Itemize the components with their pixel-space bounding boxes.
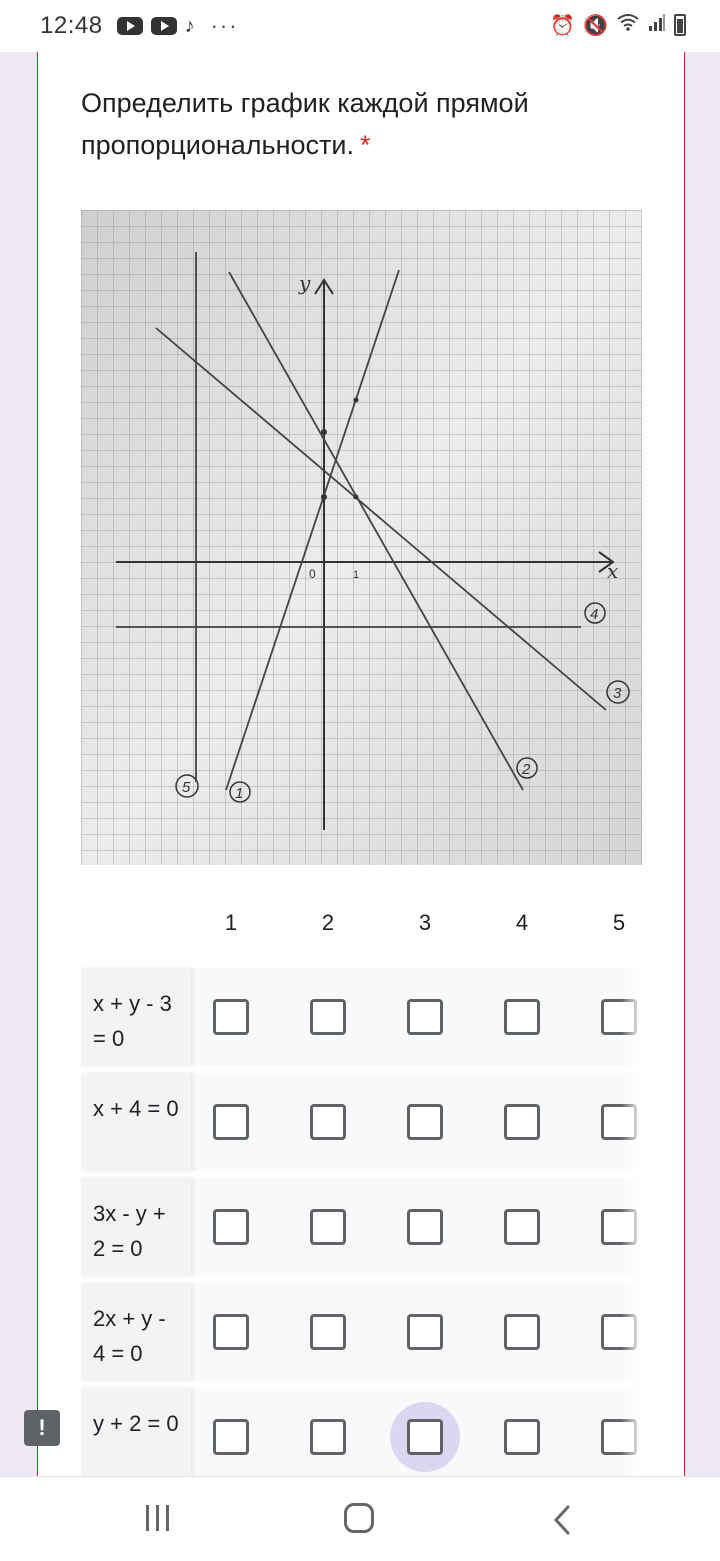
tiktok-icon: ♪: [184, 14, 195, 37]
grid-row-label: 3x - y + 2 = 0: [81, 1178, 191, 1276]
youtube-icon: [151, 17, 177, 35]
grid-column-4: 4: [515, 910, 529, 935]
graph-label-2: 2: [522, 761, 531, 778]
checkbox-row3-col1[interactable]: [213, 1209, 249, 1245]
graph-unit-label: 1: [353, 569, 360, 581]
checkbox-row4-col3[interactable]: [407, 1314, 443, 1350]
notification-icons: [117, 13, 239, 39]
checkbox-row4-col4[interactable]: [504, 1314, 540, 1350]
system-nav-bar: [0, 1476, 720, 1561]
scroll-fade: [621, 1073, 643, 1171]
question-text: Определить график каждой прямой пропорциональности.: [81, 88, 529, 160]
checkbox-row2-col3[interactable]: [407, 1104, 443, 1140]
checkbox-row2-col4[interactable]: [504, 1104, 540, 1140]
grid-row-label: y + 2 = 0: [81, 1388, 191, 1476]
checkbox-row4-col2[interactable]: [310, 1314, 346, 1350]
grid-row-label: x + y - 3 = 0: [81, 968, 191, 1066]
checkbox-row1-col3[interactable]: [407, 999, 443, 1035]
graph-label-1: 1: [235, 785, 244, 802]
required-asterisk: *: [360, 130, 371, 160]
graph-label-4: 4: [590, 606, 599, 623]
checkbox-row1-col1[interactable]: [213, 999, 249, 1035]
scroll-fade: [621, 968, 643, 1066]
back-button[interactable]: [552, 1505, 572, 1540]
checkbox-row3-col4[interactable]: [504, 1209, 540, 1245]
graph-label-5: 5: [182, 779, 191, 796]
grid-row-5: [81, 1388, 643, 1476]
grid-column-2: 2: [321, 910, 335, 935]
checkbox-row1-col2[interactable]: [310, 999, 346, 1035]
report-problem-icon[interactable]: !: [24, 1410, 60, 1446]
checkbox-row4-col1[interactable]: [213, 1314, 249, 1350]
battery-icon: [674, 14, 686, 36]
checkbox-row2-col2[interactable]: [310, 1104, 346, 1140]
checkbox-row3-col2[interactable]: [310, 1209, 346, 1245]
system-icons: [550, 12, 686, 38]
signal-icon: [648, 12, 666, 38]
graph-label-3: 3: [613, 685, 622, 702]
question-title: [81, 82, 641, 166]
grid-row-3: [81, 1178, 643, 1276]
graph-x-axis-label: x: [607, 559, 619, 583]
grid-column-1: 1: [224, 910, 238, 935]
grid-row-4: [81, 1283, 643, 1381]
checkbox-row5-col3[interactable]: [407, 1419, 443, 1455]
checkbox-row2-col1[interactable]: [213, 1104, 249, 1140]
mute-icon: 🔇: [583, 14, 608, 37]
grid-row-2: [81, 1073, 643, 1171]
scroll-fade: [621, 1283, 643, 1381]
scroll-fade: [621, 1388, 643, 1476]
checkbox-row3-col3[interactable]: [407, 1209, 443, 1245]
grid-row-label: 2x + y - 4 = 0: [81, 1283, 191, 1381]
question-card: [37, 52, 685, 1476]
back-chevron-icon: [552, 1505, 572, 1535]
graph-image: [81, 210, 642, 865]
home-button[interactable]: [344, 1503, 374, 1533]
youtube-icon: [117, 17, 143, 35]
recent-apps-button[interactable]: [146, 1505, 169, 1531]
grid-row-1: [81, 968, 643, 1066]
checkbox-row5-col2[interactable]: [310, 1419, 346, 1455]
checkbox-row1-col4[interactable]: [504, 999, 540, 1035]
more-notifications-icon: ···: [210, 13, 239, 38]
grid-column-5: 5: [612, 910, 626, 935]
grid-column-3: 3: [418, 910, 432, 935]
alarm-icon: ⏰: [550, 14, 576, 37]
status-bar: [0, 0, 720, 52]
status-time: 12:48: [40, 12, 103, 39]
graph-y-axis-label: y: [299, 271, 311, 295]
graph-origin-label: 0: [309, 567, 316, 581]
checkbox-row5-col4[interactable]: [504, 1419, 540, 1455]
scroll-fade: [621, 1178, 643, 1276]
wifi-icon: [616, 12, 640, 38]
checkbox-row5-col1[interactable]: [213, 1419, 249, 1455]
grid-row-label: x + 4 = 0: [81, 1073, 191, 1171]
